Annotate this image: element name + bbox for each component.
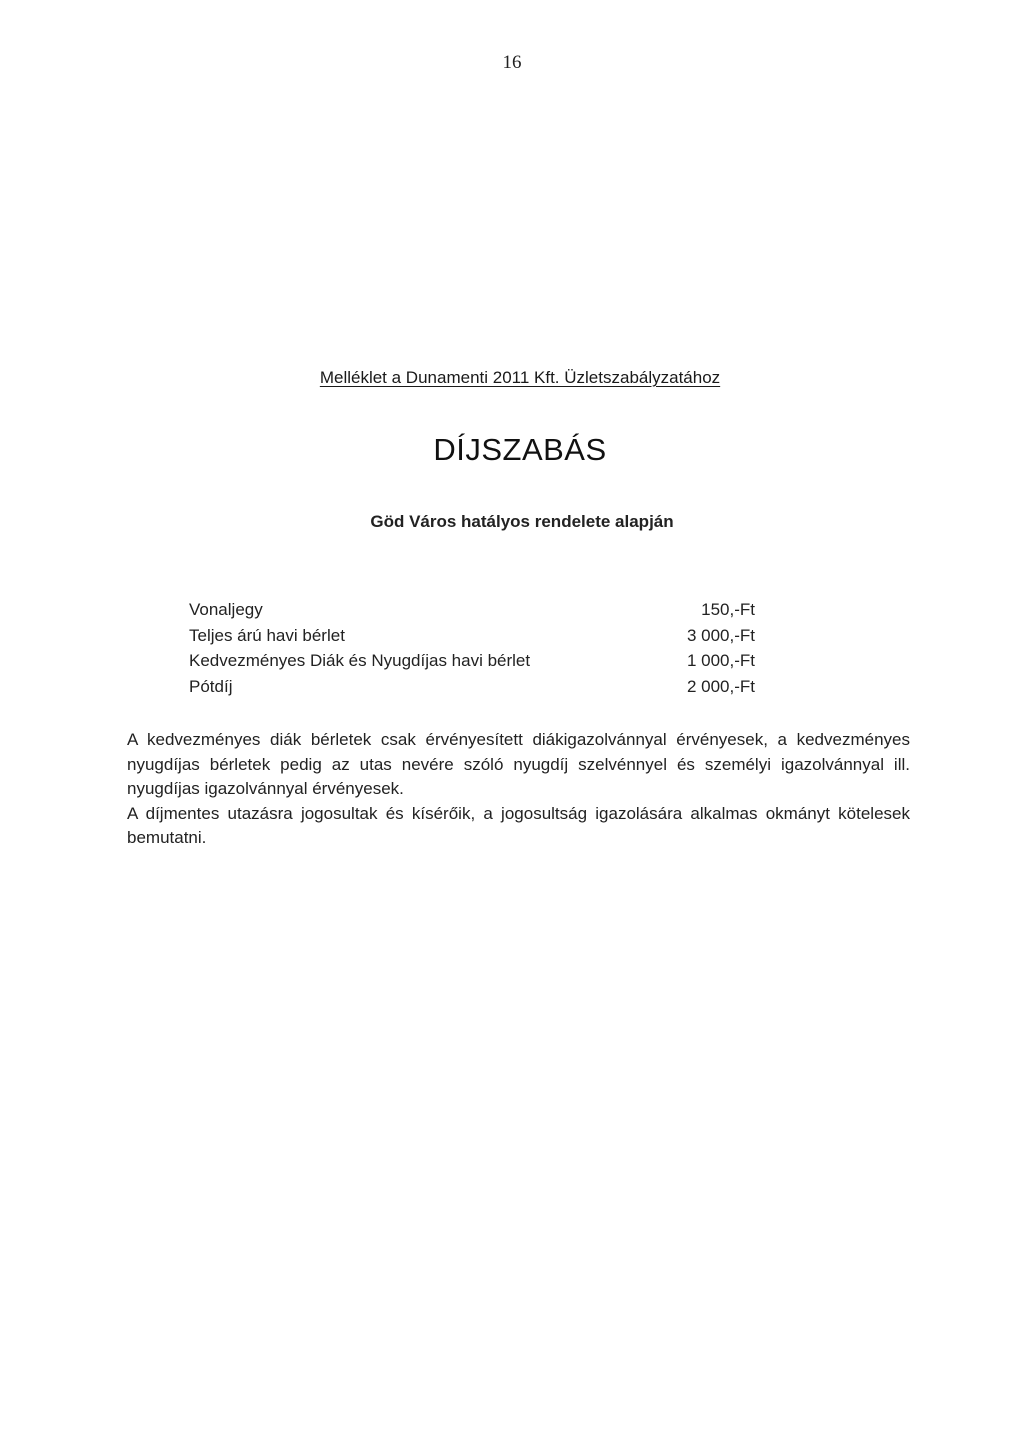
fee-price: 1 000,-Ft — [686, 651, 755, 670]
page-title: DÍJSZABÁS — [433, 432, 607, 467]
fee-row — [189, 626, 755, 652]
fee-label: Pótdíj — [189, 676, 233, 696]
fee-price: 3 000,-Ft — [686, 625, 755, 645]
note-paragraph: A díjmentes utazásra jogosultak és kísérőik, a jogosultság igazolására alkalmas okmányt kötelesek bemutatni. — [127, 803, 910, 847]
fee-row — [189, 600, 755, 626]
fee-label: Vonaljegy — [189, 600, 263, 619]
fee-row — [189, 651, 755, 677]
fee-price: 150,-Ft — [701, 600, 755, 619]
notes-section — [127, 728, 910, 851]
page-number: 16 — [502, 52, 522, 73]
fee-row — [189, 677, 755, 703]
fee-label: Kedvezményes Diák és Nyugdíjas havi bérlet — [189, 651, 531, 670]
fee-table — [189, 600, 755, 702]
page-subtitle: Göd Város hatályos rendelete alapján — [370, 512, 674, 531]
annex-reference: Melléklet a Dunamenti 2011 Kft. Üzletszabályzatához — [319, 368, 721, 387]
fee-label: Teljes árú havi bérlet — [189, 625, 345, 645]
fee-price: 2 000,-Ft — [686, 676, 755, 696]
note-paragraph: A kedvezményes diák bérletek csak érvényesített diákigazolvánnyal érvényesek, a kedvezményes nyugdíjas bérletek pedig az utas nevére szóló nyugdíj szelvénnyel és személyi igazolvánnyal ill. nyugdíjas igazolvánnyal érvényesek. — [127, 730, 910, 798]
